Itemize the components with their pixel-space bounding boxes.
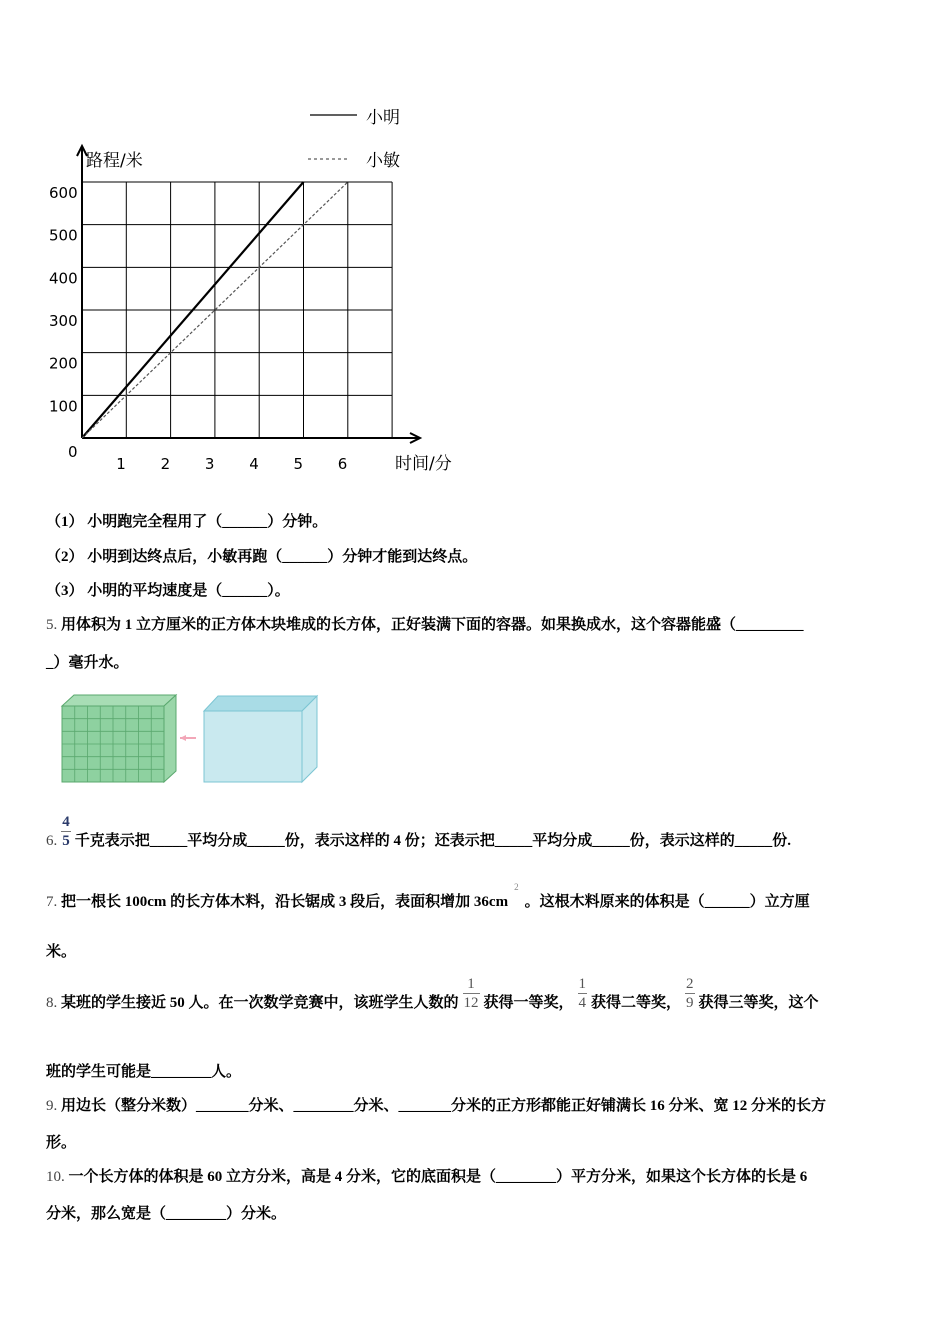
y-tick-label: 300	[49, 312, 78, 330]
question-text: 获得二等奖，	[591, 995, 682, 1011]
question-number: 8.	[46, 995, 58, 1011]
fraction-denominator: 12	[463, 995, 479, 1011]
question-9-cont: 形。	[46, 1135, 77, 1151]
y-tick-label: 400	[49, 269, 78, 288]
y-tick-label: 600	[49, 184, 78, 202]
question-number: 9.	[46, 1098, 58, 1114]
question-7	[46, 882, 810, 911]
question-text: 千克表示把_____平均分成_____份，表示这样的 4 份；还表示把_____平均分成_____份，表示这样的_____份.	[74, 833, 792, 849]
question-5-cont: _）毫升水。	[46, 655, 129, 671]
question-text: 获得一等奖，	[483, 995, 574, 1011]
question-number: 10.	[46, 1169, 65, 1185]
x-tick-label: 3	[204, 455, 215, 473]
distance-time-chart	[0, 0, 950, 490]
question-text: 用体积为 1 立方厘米的正方体木块堆成的长方体，正好装满下面的容器。如果换成水，这个容器能盛（_________	[61, 617, 804, 633]
x-axis-label: 时间/分	[395, 454, 452, 474]
y-axis-label: 路程/米	[86, 151, 143, 171]
fraction-4-5	[61, 813, 71, 850]
question-text: 用边长（整分米数）_______分米、________分米、_______分米的正方形都能正好铺满长 16 分米、宽 12 分米的长方	[61, 1098, 827, 1114]
x-tick-label: 0	[68, 443, 78, 461]
x-tick-label: 6	[337, 455, 348, 473]
chart-grid	[77, 146, 420, 443]
x-tick-label: 2	[160, 455, 171, 473]
fraction-2-9	[685, 975, 695, 1012]
superscript: 2	[514, 882, 519, 892]
fraction-numerator: 4	[62, 814, 70, 830]
fraction-denominator: 9	[686, 995, 694, 1011]
question-8-cont: 班的学生可能是________人。	[46, 1064, 242, 1080]
y-tick-label: 200	[49, 354, 78, 373]
question-text: 某班的学生接近 50 人。在一次数学竞赛中，该班学生人数的	[61, 995, 459, 1011]
legend-label-xiaomin: 小敏	[366, 151, 400, 171]
x-tick-label: 1	[116, 455, 126, 473]
fraction-1-12	[463, 975, 480, 1012]
question-8	[46, 975, 819, 1012]
cube-stack-icon	[62, 695, 176, 782]
fraction-denominator: 4	[578, 995, 587, 1011]
question-9	[46, 1094, 826, 1115]
container-box-icon	[204, 696, 317, 782]
fraction-denominator: 5	[62, 833, 70, 849]
fraction-1-4	[578, 975, 588, 1012]
question-text: 一个长方体的体积是 60 立方分米，高是 4 分米，它的底面积是（________）平方分米，如果这个长方体的长是 6	[68, 1169, 808, 1185]
question-number: 5.	[46, 617, 58, 633]
y-tick-label: 500	[49, 226, 78, 245]
cube-and-container-figure	[60, 692, 340, 792]
x-tick-label: 4	[249, 455, 259, 473]
y-tick-label: 100	[49, 397, 78, 416]
question-text-cont: 。这根木料原来的体积是（______）立方厘	[524, 894, 810, 910]
legend-label-xiaoming: 小明	[366, 108, 400, 128]
question-10	[46, 1165, 807, 1186]
x-tick-label: 5	[293, 455, 304, 473]
fraction-numerator: 1	[578, 976, 587, 992]
question-7-cont: 米。	[46, 944, 77, 960]
question-4-2: （2） 小明到达终点后，小敏再跑（______）分钟才能到达终点。	[46, 549, 478, 565]
question-6	[46, 813, 791, 850]
question-4-1: （1） 小明跑完全程用了（______）分钟。	[46, 514, 328, 530]
fraction-numerator: 2	[686, 976, 694, 992]
question-number: 7.	[46, 894, 58, 910]
question-number: 6.	[46, 833, 58, 849]
question-10-cont: 分米，那么宽是（________）分米。	[46, 1206, 287, 1222]
fraction-numerator: 1	[467, 976, 475, 992]
question-4-3: （3） 小明的平均速度是（______）。	[46, 583, 290, 599]
question-text: 把一根长 100cm 的长方体木料，沿长锯成 3 段后，表面积增加 36cm	[61, 894, 509, 910]
question-text: 获得三等奖，这个	[698, 995, 819, 1011]
arrow-icon	[180, 735, 196, 741]
question-5	[46, 613, 804, 634]
